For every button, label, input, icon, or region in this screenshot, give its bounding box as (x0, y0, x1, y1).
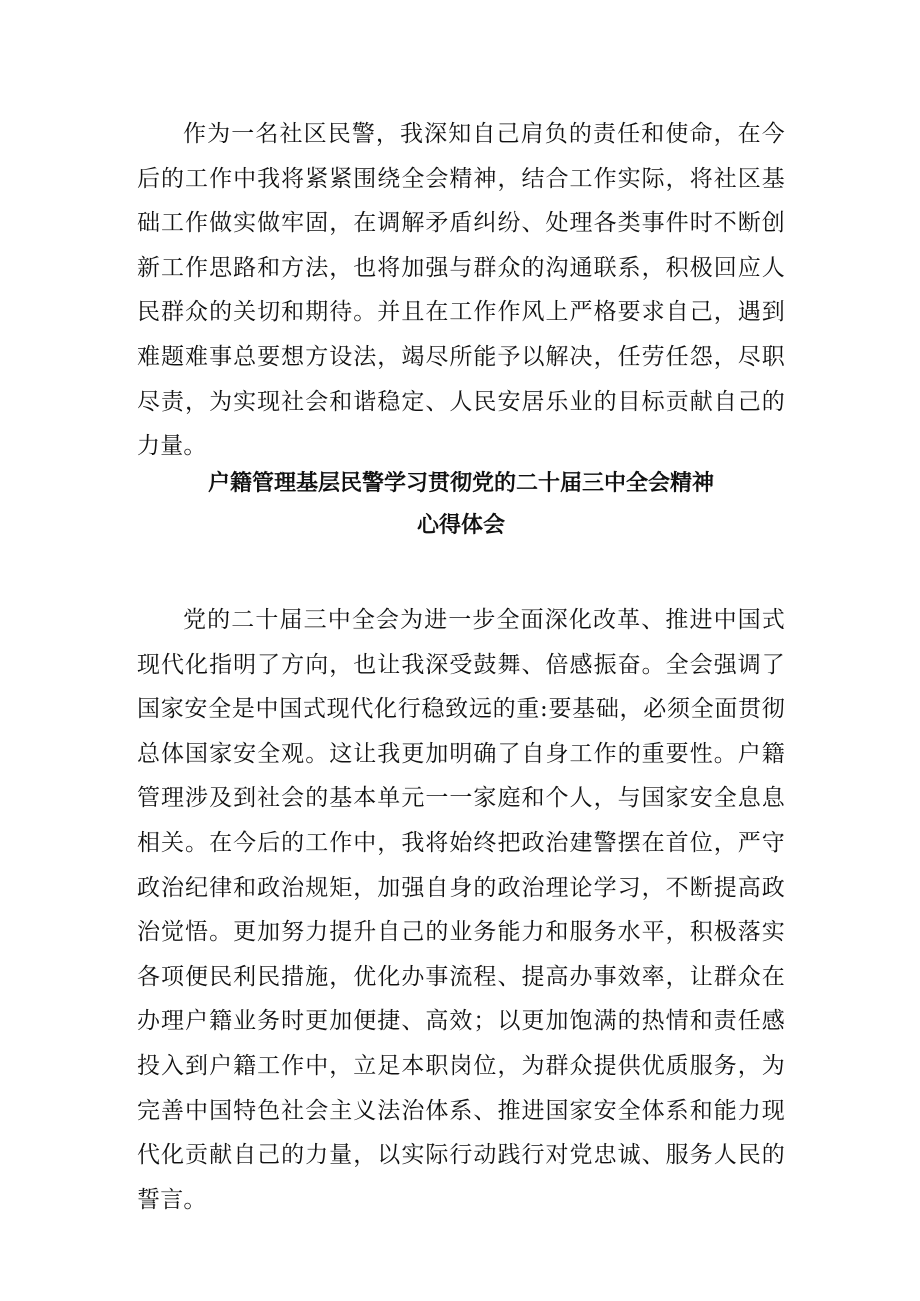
section-title-line-1: 户籍管理基层民警学习贯彻党的二十届三中全会精神 (207, 471, 714, 496)
section-title-line-2: 心得体会 (416, 513, 505, 538)
body-paragraph-2: 党的二十届三中全会为进一步全面深化改革、推进中国式现代化指明了方向，也让我深受鼓舞、倍感振奋。全会强调了国家安全是中国式现代化行稳致远的重:要基础，必须全面贯彻总体国家安全观。这让我更加明确了自身工作的重要性。户籍管理涉及到社会的基本单元一一家庭和个人，与国家安全息息相关。在今后的工作中，我将始终把政治建警摆在首位，严守政治纪律和政治规矩，加强自身的政治理论学习，不断提高政治觉悟。更加努力提升自己的业务能力和服务水平，积极落实各项便民利民措施，优化办事流程、提高办事效率，让群众在办理户籍业务时更加便捷、高效；以更加饱满的热情和责任感投入到户籍工作中，立足本职岗位，为群众提供优质服务，为完善中国特色社会主义法治体系、推进国家安全体系和能力现代化贡献自己的力量，以实际行动践行对党忠诚、服务人民的誓言。 (137, 607, 785, 1213)
body-paragraph-1: 作为一名社区民警，我深知自己肩负的责任和使命，在今后的工作中我将紧紧围绕全会精神，结合工作实际，将社区基础工作做实做牢固，在调解矛盾纠纷、处理各类事件时不断创新工作思路和方法，也将加强与群众的沟通联系，积极回应人民群众的关切和期待。并且在工作作风上严格要求自己，遇到难题难事总要想方设法，竭尽所能予以解决，任劳任怨，尽职尽责，为实现社会和谐稳定、人民安居乐业的目标贡献自己的力量。 (137, 121, 785, 460)
